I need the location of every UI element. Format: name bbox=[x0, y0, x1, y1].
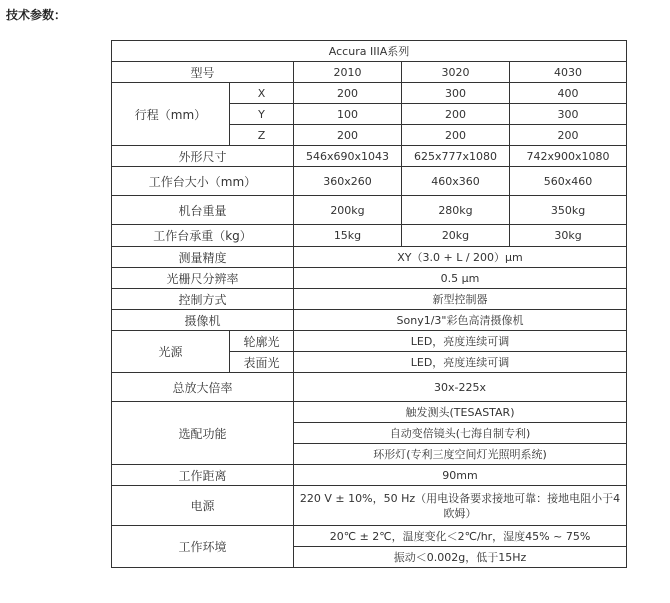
travel-value: 300 bbox=[510, 104, 627, 125]
row-label: 工作距离 bbox=[112, 465, 294, 486]
dimensions-row bbox=[112, 146, 627, 167]
table-title: Accura IIIA系列 bbox=[112, 41, 627, 62]
light-sub-label: 轮廓光 bbox=[230, 331, 294, 352]
row-label: 工作台大小（mm） bbox=[112, 167, 294, 196]
travel-value: 200 bbox=[510, 125, 627, 146]
environment-value: 20℃ ± 2℃，温度变化＜2℃/hr，湿度45% ~ 75% bbox=[294, 526, 627, 547]
row-value: 0.5 μm bbox=[294, 268, 627, 289]
row-value: 280kg bbox=[402, 196, 510, 225]
control-row bbox=[112, 289, 627, 310]
axis-label: X bbox=[230, 83, 294, 104]
travel-row bbox=[112, 83, 627, 104]
travel-label: 行程（mm） bbox=[112, 83, 230, 146]
row-label: 光栅尺分辨率 bbox=[112, 268, 294, 289]
model-row bbox=[112, 62, 627, 83]
row-value: 350kg bbox=[510, 196, 627, 225]
row-value: 90mm bbox=[294, 465, 627, 486]
row-label: 机台重量 bbox=[112, 196, 294, 225]
travel-value: 200 bbox=[294, 83, 402, 104]
environment-label: 工作环境 bbox=[112, 526, 294, 568]
resolution-row bbox=[112, 268, 627, 289]
row-value: XY（3.0 + L / 200）μm bbox=[294, 247, 627, 268]
camera-row bbox=[112, 310, 627, 331]
light-row bbox=[112, 331, 627, 352]
row-value: 220 V ± 10%，50 Hz（用电设备要求接地可靠：接地电阻小于4欧姆） bbox=[294, 486, 627, 526]
row-value: 30kg bbox=[510, 225, 627, 247]
axis-label: Y bbox=[230, 104, 294, 125]
row-value: 546x690x1043 bbox=[294, 146, 402, 167]
row-value: 20kg bbox=[402, 225, 510, 247]
accuracy-row bbox=[112, 247, 627, 268]
options-row bbox=[112, 402, 627, 423]
row-label: 摄像机 bbox=[112, 310, 294, 331]
environment-row bbox=[112, 526, 627, 547]
stage-size-row bbox=[112, 167, 627, 196]
travel-value: 200 bbox=[402, 104, 510, 125]
travel-value: 300 bbox=[402, 83, 510, 104]
light-label: 光源 bbox=[112, 331, 230, 373]
row-label: 外形尺寸 bbox=[112, 146, 294, 167]
light-value: LED，亮度连续可调 bbox=[294, 352, 627, 373]
weight-row bbox=[112, 196, 627, 225]
model-cell: 3020 bbox=[402, 62, 510, 83]
row-value: Sony1/3"彩色高清摄像机 bbox=[294, 310, 627, 331]
model-cell: 2010 bbox=[294, 62, 402, 83]
row-label: 控制方式 bbox=[112, 289, 294, 310]
light-sub-label: 表面光 bbox=[230, 352, 294, 373]
row-value: 742x900x1080 bbox=[510, 146, 627, 167]
environment-value: 振动＜0.002g，低于15Hz bbox=[294, 547, 627, 568]
table-title-row bbox=[112, 41, 627, 62]
option-value: 自动变倍镜头(七海自制专利) bbox=[294, 423, 627, 444]
travel-value: 200 bbox=[402, 125, 510, 146]
spec-table bbox=[111, 40, 627, 568]
section-heading: 技术参数： bbox=[6, 8, 67, 22]
options-label: 选配功能 bbox=[112, 402, 294, 465]
travel-value: 100 bbox=[294, 104, 402, 125]
row-label: 工作台承重（kg） bbox=[112, 225, 294, 247]
row-value: 200kg bbox=[294, 196, 402, 225]
option-value: 触发测头(TESASTAR) bbox=[294, 402, 627, 423]
light-value: LED，亮度连续可调 bbox=[294, 331, 627, 352]
row-label: 总放大倍率 bbox=[112, 373, 294, 402]
row-value: 360x260 bbox=[294, 167, 402, 196]
axis-label: Z bbox=[230, 125, 294, 146]
travel-value: 200 bbox=[294, 125, 402, 146]
row-value: 560x460 bbox=[510, 167, 627, 196]
power-row bbox=[112, 486, 627, 526]
row-value: 新型控制器 bbox=[294, 289, 627, 310]
row-label: 电源 bbox=[112, 486, 294, 526]
working-distance-row bbox=[112, 465, 627, 486]
model-cell: 4030 bbox=[510, 62, 627, 83]
row-value: 30x-225x bbox=[294, 373, 627, 402]
row-value: 625x777x1080 bbox=[402, 146, 510, 167]
magnification-row bbox=[112, 373, 627, 402]
row-value: 15kg bbox=[294, 225, 402, 247]
row-label: 测量精度 bbox=[112, 247, 294, 268]
row-value: 460x360 bbox=[402, 167, 510, 196]
travel-value: 400 bbox=[510, 83, 627, 104]
model-label: 型号 bbox=[112, 62, 294, 83]
load-row bbox=[112, 225, 627, 247]
option-value: 环形灯(专利三度空间灯光照明系统) bbox=[294, 444, 627, 465]
